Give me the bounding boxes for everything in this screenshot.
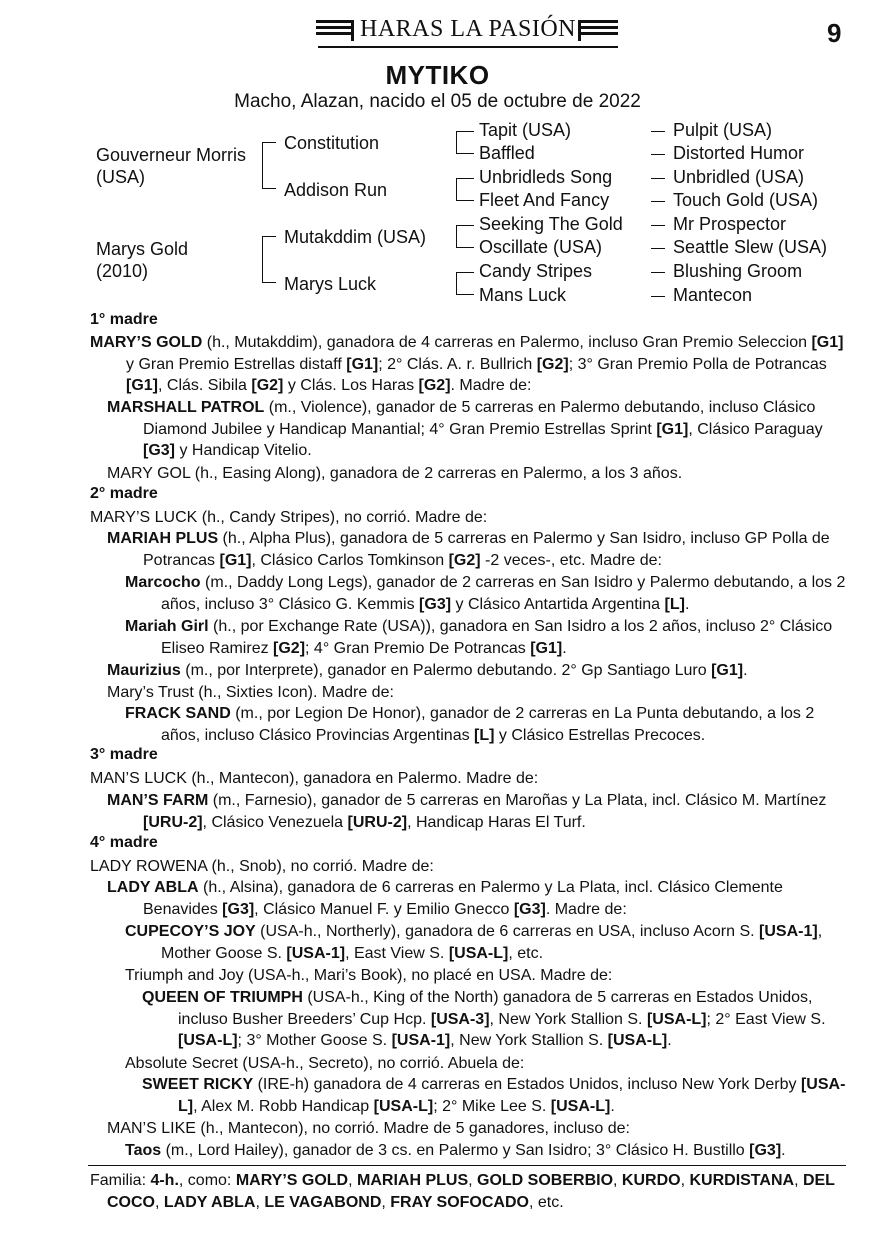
produce-entry: MARSHALL PATROL (m., Violence), ganador de 5 carreras en Palermo debutando, incluso Clásico Diamond Jubilee y Handicap Manantial; 4° Gran Premio Estrellas Sprint [G1], Clásico Paraguay [G3] y Handicap Vitelio. [107,399,823,460]
tick [456,294,474,295]
brand-title: HARAS LA PASIÓN [360,16,576,42]
produce-entry: SWEET RICKY (IRE-h) ganadora de 4 carreras en Estados Unidos, incluso New York Derby [USA-L], Alex M. Robb Handicap [USA-L]; 2° Mike Lee S. [USA-L]. [142,1076,846,1115]
sire-origin: (USA) [96,167,145,187]
gen4-name: Blushing Groom [673,261,803,281]
header-ornament-left [316,20,354,42]
dash [651,225,665,226]
section-heading: 2° madre [90,485,158,502]
familia-line: Familia: 4-h., como: MARY’S GOLD, MARIAH PLUS, GOLD SOBERBIO, KURDO, KURDISTANA, DEL COCO, LADY ABLA, LE VAGABOND, FRAY SOFOCADO, etc. [90,1172,835,1211]
gen4-name: Mr Prospector [673,214,787,234]
produce-entry: MARIAH PLUS (h., Alpha Plus), ganadora de 5 carreras en Palermo y San Isidro, incluso GP Polla de Potrancas [G1], Clásico Carlos Tomkinson [G2] -2 veces-, etc. Madre de: [107,530,830,569]
bracket-gen3 [456,272,457,294]
gen4-name: Unbridled (USA) [673,167,805,187]
gen4-name: Touch Gold (USA) [673,190,819,210]
tick [262,188,276,189]
bracket-gen3 [456,225,457,247]
section-heading: 1° madre [90,311,158,328]
dam-origin: (2010) [96,261,149,281]
dash [651,131,665,132]
tick [456,247,474,248]
gen3-name: Candy Stripes [479,261,593,281]
produce-entry: CUPECOY’S JOY (USA-h., Northerly), ganadora de 6 carreras en USA, incluso Acorn S. [USA-1], Mother Goose S. [USA-1], East View S. [USA-L], etc. [125,923,823,962]
header-ornament-right [578,20,618,42]
produce-entry: LADY ROWENA (h., Snob), no corrió. Madre de: [90,858,434,875]
produce-entry: MAN’S LIKE (h., Mantecon), no corrió. Madre de 5 ganadores, incluso de: [107,1120,630,1137]
produce-entry: Absolute Secret (USA-h., Secreto), no corrió. Abuela de: [125,1055,525,1072]
gen3-name: Seeking The Gold [479,214,623,234]
page-number: 9 [827,18,842,48]
dash [651,154,665,155]
gen2-name: Mutakddim (USA) [284,227,427,247]
gen3-name: Fleet And Fancy [479,190,610,210]
dash [651,272,665,273]
bracket-gen3 [456,131,457,153]
tick [456,131,474,132]
sire-name: Gouverneur Morris [96,145,247,165]
gen2-name: Constitution [284,133,380,153]
dash [651,296,665,297]
produce-entry: LADY ABLA (h., Alsina), ganadora de 6 carreras en Palermo y La Plata, incl. Clásico Clemente Benavides [G3], Clásico Manuel F. y Emilio Gnecco [G3]. Madre de: [107,879,783,918]
gen3-name: Unbridleds Song [479,167,613,187]
bracket-gen3 [456,178,457,200]
produce-entry: MAN’S LUCK (h., Mantecon), ganadora en Palermo. Madre de: [90,770,539,787]
produce-entry: Mariah Girl (h., por Exchange Rate (USA)), ganadora en San Isidro a los 2 años, incluso 2° Clásico Eliseo Ramirez [G2]; 4° Gran Premio De Potrancas [G1]. [125,618,833,657]
tick [456,153,474,154]
bracket-dam [262,236,263,282]
produce-entry: QUEEN OF TRIUMPH (USA-h., King of the North) ganadora de 5 carreras en Estados Unidos, incluso Busher Breeders’ Cup Hcp. [USA-3], New York Stallion S. [USA-L]; 2° East View S. [USA-L]; 3° Mother Goose S. [USA-1], New York Stallion S. [USA-L]. [142,989,826,1050]
tick [456,178,474,179]
gen3-name: Mans Luck [479,285,567,305]
produce-entry: MARY’S GOLD (h., Mutakddim), ganadora de 4 carreras en Palermo, incluso Gran Premio Seleccion [G1] y Gran Premio Estrellas distaff [G1]; 2° Clás. A. r. Bullrich [G2]; 3° Gran Premio Polla de Potrancas [G1], Clás. Sibila [G2] y Clás. Los Haras [G2]. Madre de: [90,334,844,395]
tick [456,200,474,201]
gen4-name: Mantecon [673,285,753,305]
gen4-name: Seattle Slew (USA) [673,237,828,257]
produce-entry: Maurizius (m., por Interprete), ganador en Palermo debutando. 2° Gp Santiago Luro [G1]. [107,662,748,679]
tick [456,225,474,226]
produce-entry: Marcocho (m., Daddy Long Legs), ganador de 2 carreras en San Isidro y Palermo debutando, a los 2 años, incluso 3° Clásico G. Kemmis [G3] y Clásico Antartida Argentina [L]. [125,574,846,613]
produce-entry: MAN’S FARM (m., Farnesio), ganador de 5 carreras en Maroñas y La Plata, incl. Clásico M. Martínez [URU-2], Clásico Venezuela [URU-2], Handicap Haras El Turf. [107,792,827,831]
dam-name: Marys Gold [96,239,189,259]
produce-entry: Mary’s Trust (h., Sixties Icon). Madre de: [107,684,394,701]
gen2-name: Addison Run [284,180,388,200]
header-rule [318,46,618,48]
produce-entry: Triumph and Joy (USA-h., Mari’s Book), no placé en USA. Madre de: [125,967,613,984]
gen3-name: Oscillate (USA) [479,237,603,257]
section-heading: 3° madre [90,746,158,763]
gen3-name: Baffled [479,143,535,163]
produce-entry: Taos (m., Lord Hailey), ganador de 3 cs. en Palermo y San Isidro; 3° Clásico H. Bustillo [G3]. [125,1142,786,1159]
produce-entry: FRACK SAND (m., por Legion De Honor), ganador de 2 carreras en La Punta debutando, a los 2 años, incluso Clásico Provincias Argentinas [L] y Clásico Estrellas Precoces. [125,705,815,744]
gen3-name: Tapit (USA) [479,120,572,140]
gen4-name: Distorted Humor [673,143,805,163]
dash [651,248,665,249]
tick [262,142,276,143]
section-heading: 4° madre [90,834,158,851]
gen4-name: Pulpit (USA) [673,120,773,140]
familia-rule [88,1165,846,1166]
gen2-name: Marys Luck [284,274,377,294]
bracket-sire [262,142,263,188]
horse-name: MYTIKO [385,60,490,90]
produce-entry: MARY’S LUCK (h., Candy Stripes), no corrió. Madre de: [90,509,488,526]
tick [456,272,474,273]
tick [262,236,276,237]
horse-description: Macho, Alazan, nacido el 05 de octubre de 2022 [234,91,641,112]
tick [262,282,276,283]
dash [651,201,665,202]
dash [651,178,665,179]
produce-entry: MARY GOL (h., Easing Along), ganadora de 2 carreras en Palermo, a los 3 años. [107,465,683,482]
